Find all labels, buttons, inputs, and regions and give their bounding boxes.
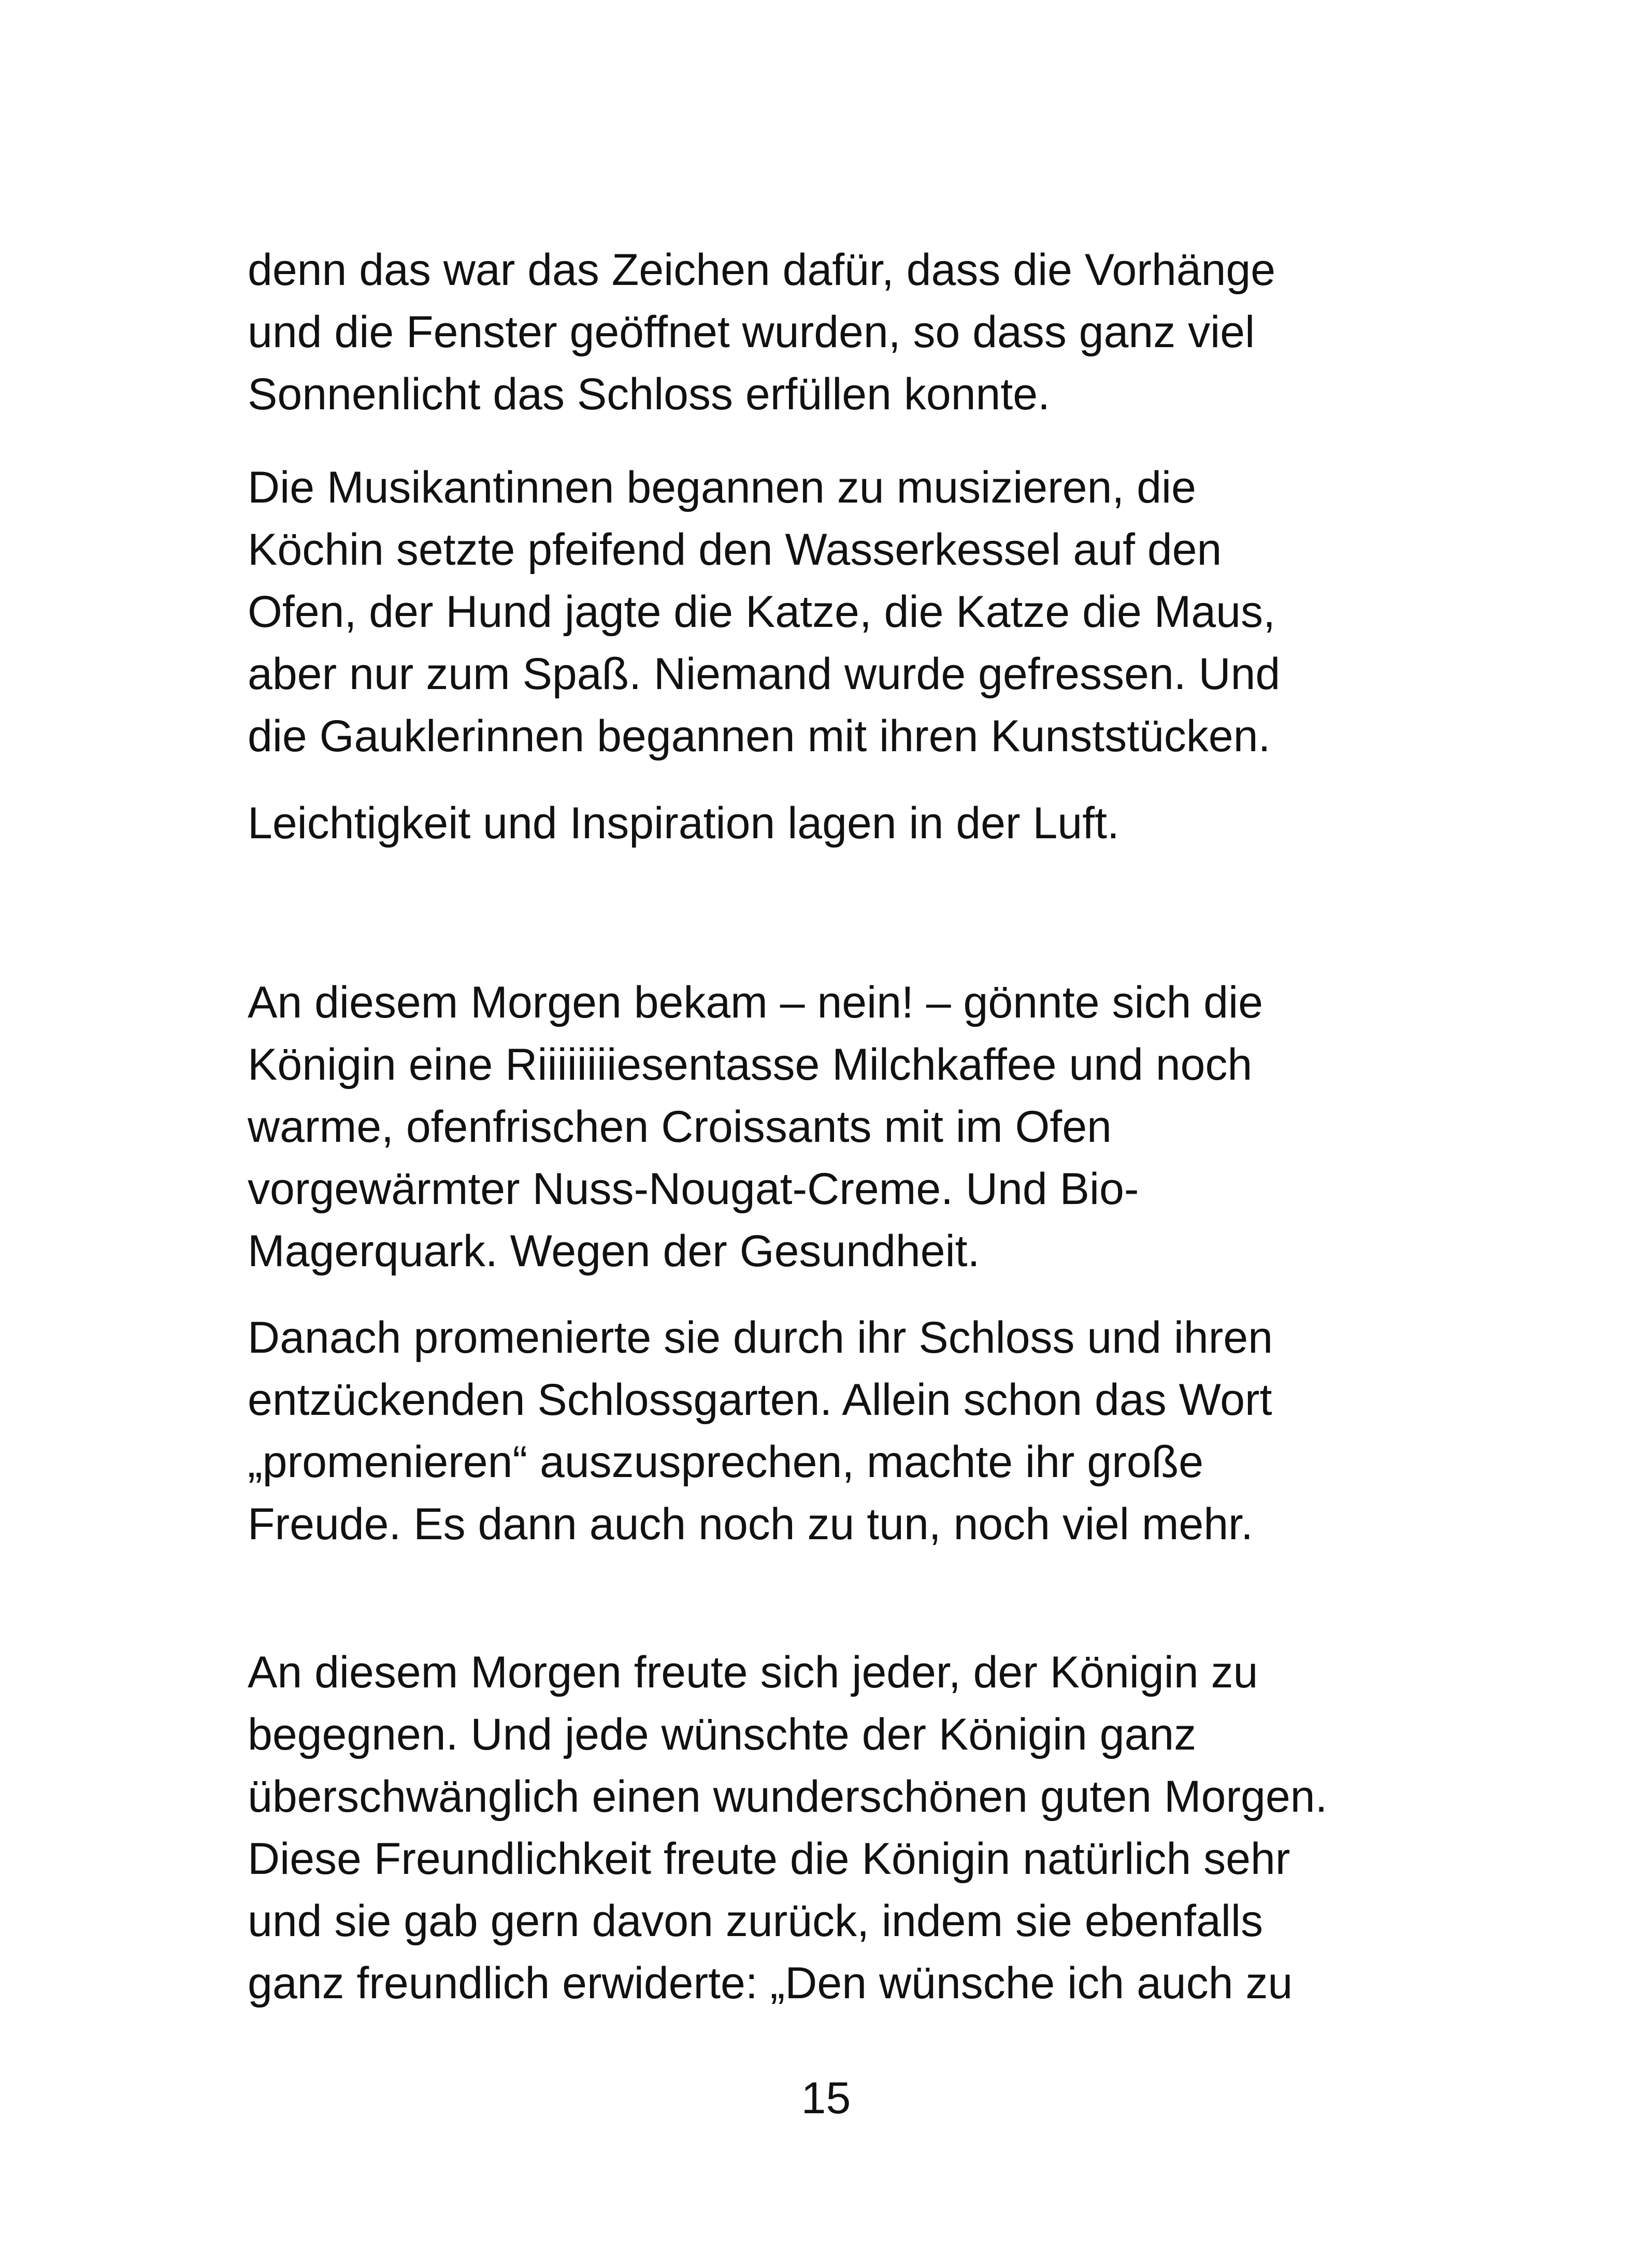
text-line: begegnen. Und jede wünschte der Königin ganz (248, 1710, 1197, 1759)
text-line: ganz freundlich erwiderte: „Den wünsche ich auch zu (248, 1958, 1293, 2008)
text-line: Die Musikantinnen begannen zu musizieren, die (248, 463, 1196, 512)
paragraph-4 (248, 971, 1449, 1282)
text-line: „promenieren“ auszusprechen, machte ihr große (248, 1437, 1204, 1487)
text-line: Magerquark. Wegen der Gesundheit. (248, 1226, 980, 1276)
text-line: An diesem Morgen bekam – nein! – gönnte sich die (248, 978, 1263, 1027)
text-line: Leichtigkeit und Inspiration lagen in der Luft. (248, 798, 1119, 848)
paragraph-5 (248, 1307, 1449, 1555)
paragraph-1 (248, 239, 1449, 425)
text-line: Diese Freundlichkeit freute die Königin natürlich sehr (248, 1834, 1290, 1884)
text-line: Freude. Es dann auch noch zu tun, noch viel mehr. (248, 1499, 1253, 1549)
paragraph-2 (248, 456, 1449, 767)
text-line: aber nur zum Spaß. Niemand wurde gefressen. Und (248, 649, 1281, 699)
text-line: Danach promenierte sie durch ihr Schloss und ihren (248, 1313, 1273, 1363)
text-line: denn das war das Zeichen dafür, dass die Vorhänge (248, 245, 1276, 295)
paragraph-6 (248, 1641, 1449, 2014)
page-number: 15 (801, 2073, 851, 2123)
paragraph-3 (248, 792, 1449, 854)
text-line: Sonnenlicht das Schloss erfüllen konnte. (248, 369, 1050, 419)
text-line: Ofen, der Hund jagte die Katze, die Katze die Maus, (248, 587, 1275, 637)
text-line: und die Fenster geöffnet wurden, so dass ganz viel (248, 307, 1255, 357)
text-line: entzückenden Schlossgarten. Allein schon das Wort (248, 1375, 1272, 1425)
text-line: die Gauklerinnen begannen mit ihren Kunststücken. (248, 711, 1271, 761)
text-line: Königin eine Riiiiiiiiesentasse Milchkaffee und noch (248, 1040, 1253, 1090)
text-line: und sie gab gern davon zurück, indem sie ebenfalls (248, 1896, 1263, 1946)
text-line: überschwänglich einen wunderschönen guten Morgen. (248, 1772, 1328, 1822)
text-line: warme, ofenfrischen Croissants mit im Ofen (248, 1102, 1112, 1152)
text-line: Köchin setzte pfeifend den Wasserkessel auf den (248, 525, 1222, 575)
text-line: vorgewärmter Nuss-Nougat-Creme. Und Bio- (248, 1164, 1139, 1214)
text-line: An diesem Morgen freute sich jeder, der Königin zu (248, 1647, 1258, 1697)
